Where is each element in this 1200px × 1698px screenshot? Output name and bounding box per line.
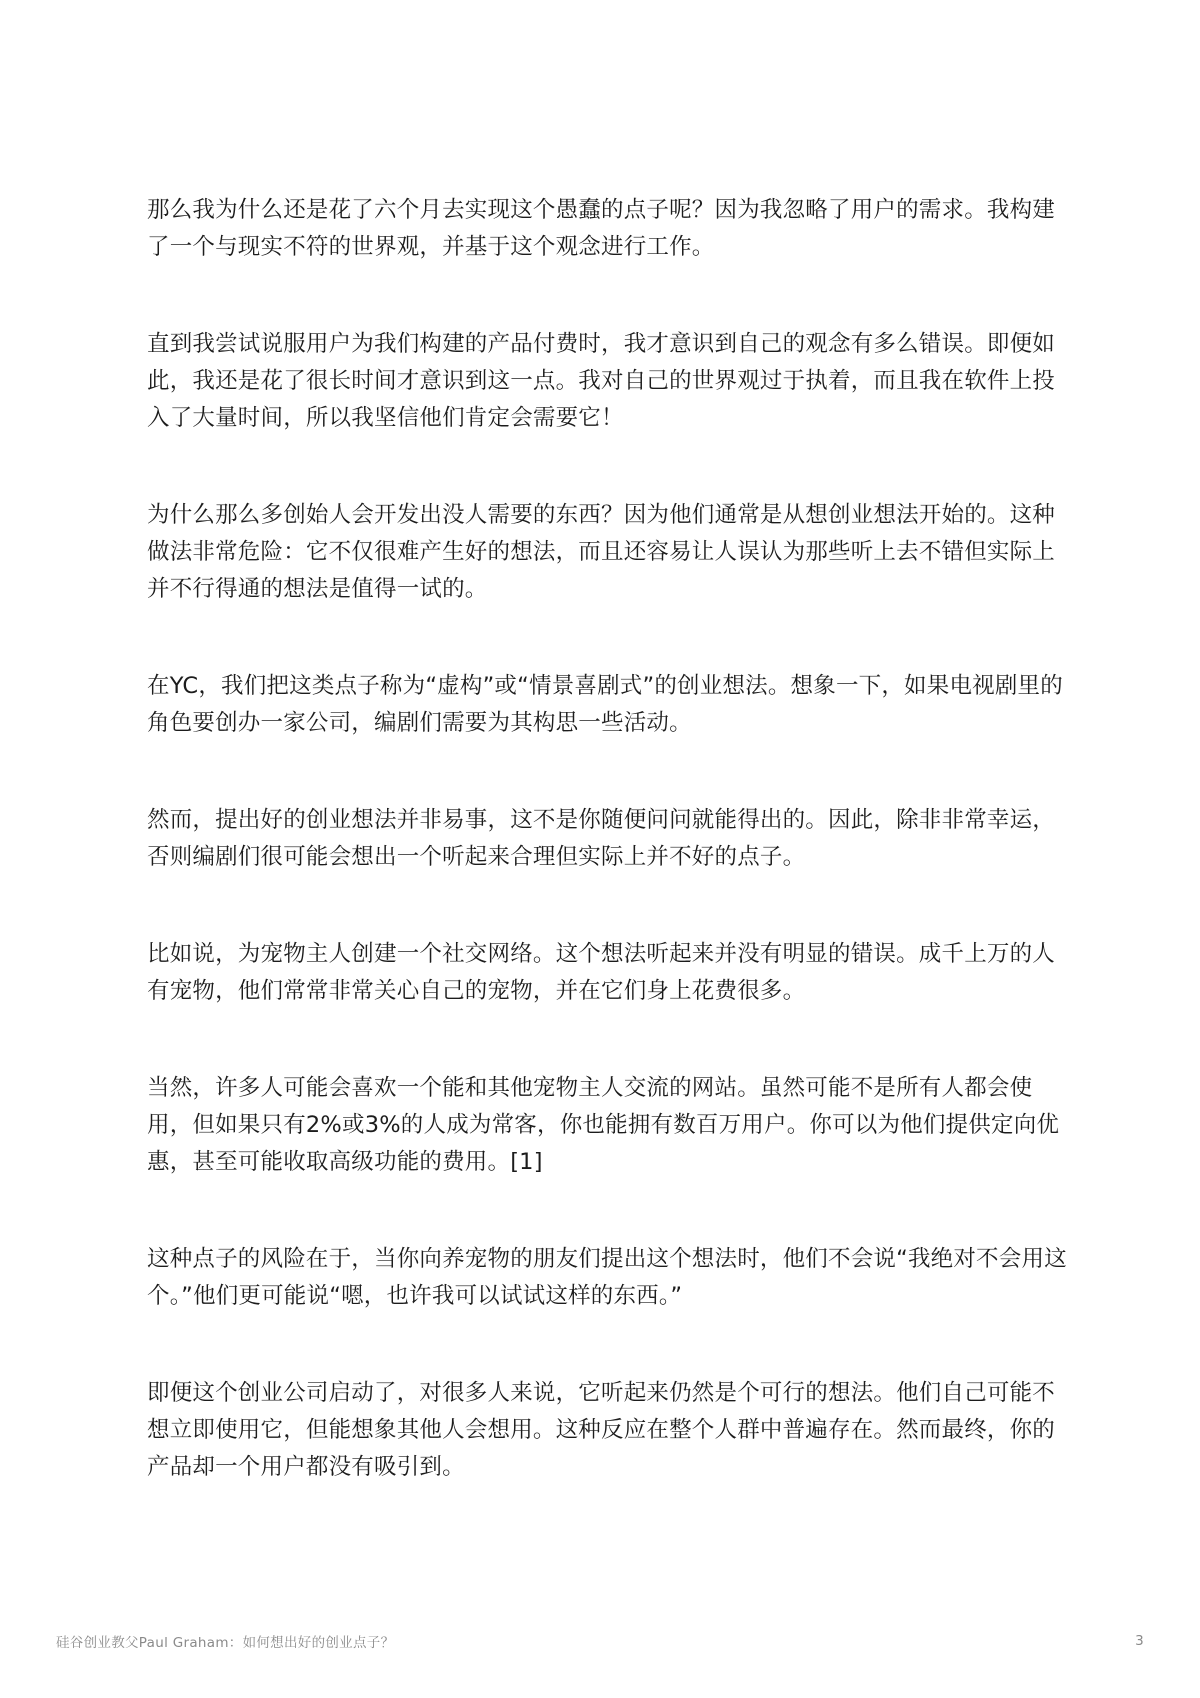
paragraph-gap — [147, 1315, 1067, 1375]
paragraph-gap — [147, 876, 1067, 936]
paragraph-5: 然而，提出好的创业想法并非易事，这不是你随便问问就能得出的。因此，除非非常幸运，否则编剧们很可能会想出一个听起来合理但实际上并不好的点子。 — [147, 807, 1056, 870]
paragraph-2: 直到我尝试说服用户为我们构建的产品付费时，我才意识到自己的观念有多么错误。即便如此，我还是花了很长时间才意识到这一点。我对自己的世界观过于执着，而且我在软件上投入了大量时间，所以我坚信他们肯定会需要它！ — [147, 331, 1056, 431]
paragraph-gap — [147, 266, 1067, 326]
footer-title: 硅谷创业教父Paul Graham：如何想出好的创业点子？ — [56, 1635, 395, 1651]
page-number: 3 — [1135, 1633, 1144, 1649]
page-footer — [56, 1631, 1144, 1651]
paragraph-gap — [147, 437, 1067, 497]
paragraph-3: 为什么那么多创始人会开发出没人需要的东西？因为他们通常是从想创业想法开始的。这种做法非常危险：它不仅很难产生好的想法，而且还容易让人误认为那些听上去不错但实际上并不行得通的想法是值得一试的。 — [147, 502, 1056, 602]
paragraph-gap — [147, 1010, 1067, 1070]
paragraph-gap — [147, 608, 1067, 668]
paragraph-gap — [147, 1181, 1067, 1241]
paragraph-9: 即便这个创业公司启动了，对很多人来说，它听起来仍然是个可行的想法。他们自己可能不想立即使用它，但能想象其他人会想用。这种反应在整个人群中普遍存在。然而最终，你的产品却一个用户都没有吸引到。 — [147, 1380, 1056, 1480]
paragraph-4: 在YC，我们把这类点子称为“虚构”或“情景喜剧式”的创业想法。想象一下，如果电视剧里的角色要创办一家公司，编剧们需要为其构思一些活动。 — [147, 673, 1063, 736]
document-body — [147, 192, 1067, 1486]
paragraph-6: 比如说，为宠物主人创建一个社交网络。这个想法听起来并没有明显的错误。成千上万的人有宠物，他们常常非常关心自己的宠物，并在它们身上花费很多。 — [147, 941, 1056, 1004]
paragraph-1: 那么我为什么还是花了六个月去实现这个愚蠢的点子呢？因为我忽略了用户的需求。我构建了一个与现实不符的世界观，并基于这个观念进行工作。 — [147, 197, 1056, 260]
paragraph-8: 这种点子的风险在于，当你向养宠物的朋友们提出这个想法时，他们不会说“我绝对不会用这个。”他们更可能说“嗯，也许我可以试试这样的东西。” — [147, 1246, 1067, 1309]
paragraph-gap — [147, 742, 1067, 802]
paragraph-7: 当然，许多人可能会喜欢一个能和其他宠物主人交流的网站。虽然可能不是所有人都会使用，但如果只有2%或3%的人成为常客，你也能拥有数百万用户。你可以为他们提供定向优惠，甚至可能收取高级功能的费用。[1] — [147, 1075, 1060, 1175]
